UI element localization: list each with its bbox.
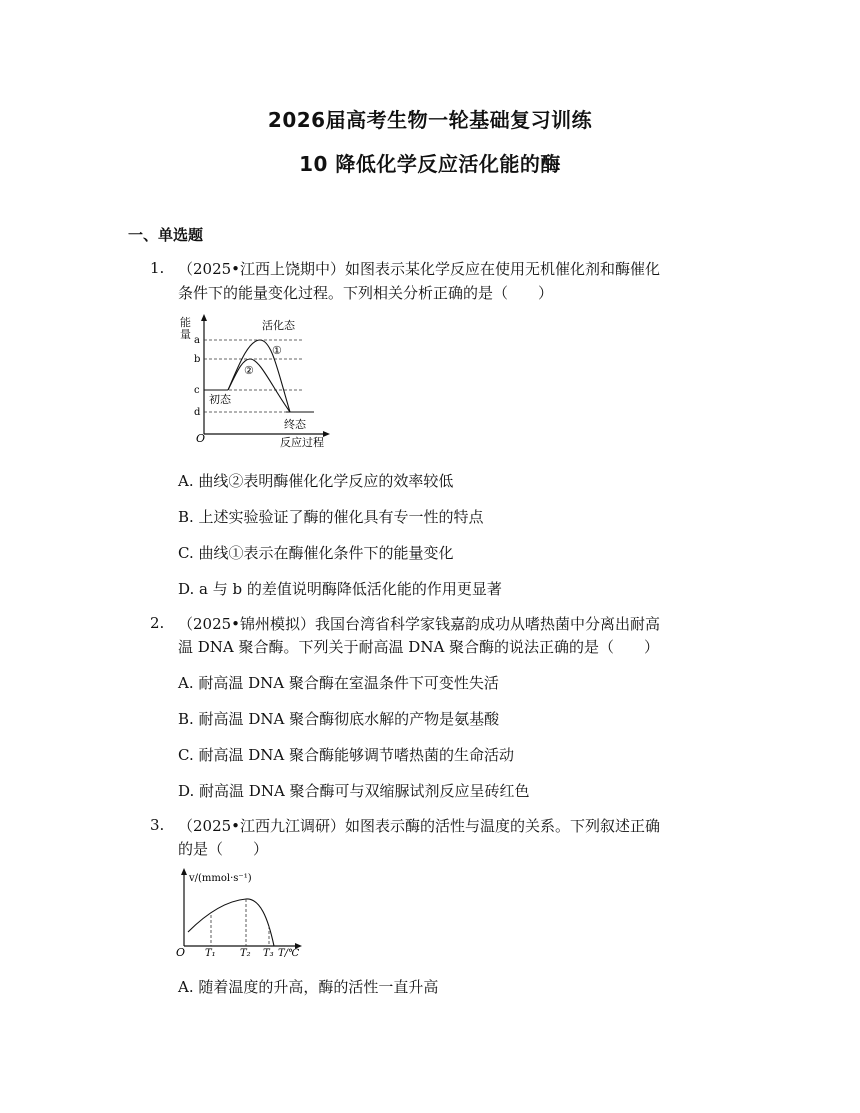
- question-stem-line: 温 DNA 聚合酶。下列关于耐高温 DNA 聚合酶的说法正确的是（ ）: [178, 638, 660, 656]
- x-axis-label: 反应过程: [280, 436, 324, 449]
- page-title: 2026届高考生物一轮基础复习训练: [267, 108, 593, 132]
- option-b[interactable]: B. 上述实验验证了酶的催化具有专一性的特点: [178, 508, 484, 526]
- option-a[interactable]: A. 随着温度的升高，酶的活性一直升高: [178, 978, 439, 996]
- activity-curve: [188, 899, 274, 946]
- question-stem-line: （2025•江西九江调研）如图表示酶的活性与温度的关系。下列叙述正确: [178, 817, 661, 835]
- level-b-label: b: [194, 354, 201, 365]
- curve-2: [228, 359, 290, 412]
- option-c[interactable]: C. 耐高温 DNA 聚合酶能够调节嗜热菌的生命活动: [178, 746, 515, 764]
- x-axis-label: T/℃: [278, 948, 300, 959]
- activated-state-label: 活化态: [262, 319, 295, 332]
- origin-label: O: [196, 432, 206, 445]
- level-a-label: a: [194, 335, 200, 346]
- question-stem-line: （2025•江西上饶期中）如图表示某化学反应在使用无机催化剂和酶催化: [178, 260, 661, 278]
- option-d[interactable]: D. a 与 b 的差值说明酶降低活化能的作用更显著: [178, 580, 502, 598]
- y-axis-label: [180, 315, 191, 341]
- final-state-label: 终态: [284, 418, 306, 431]
- activity-temperature-graph: [174, 866, 304, 960]
- curve-2-label: ②: [244, 364, 254, 377]
- question-number: 2.: [150, 614, 165, 632]
- question-stem-line: （2025•锦州模拟）我国台湾省科学家钱嘉韵成功从嗜热菌中分离出耐高: [178, 615, 661, 633]
- section-title: 一、单选题: [128, 226, 204, 244]
- energy-diagram: [176, 312, 336, 454]
- t3-label: T₃: [263, 948, 274, 959]
- t1-label: T₁: [205, 948, 216, 959]
- option-a[interactable]: A. 曲线②表明酶催化化学反应的效率较低: [178, 472, 454, 490]
- y-axis-label-char: 量: [180, 328, 191, 341]
- option-a[interactable]: A. 耐高温 DNA 聚合酶在室温条件下可变性失活: [178, 674, 499, 692]
- page-subtitle: 10 降低化学反应活化能的酶: [299, 152, 561, 176]
- t2-label: T₂: [240, 948, 251, 959]
- y-axis-label-char: 能: [180, 316, 191, 329]
- curve-1-label: ①: [272, 344, 282, 357]
- question-number: 3.: [150, 816, 165, 834]
- option-c[interactable]: C. 曲线①表示在酶催化条件下的能量变化: [178, 544, 454, 562]
- question-number: 1.: [150, 259, 165, 277]
- initial-state-label: 初态: [209, 393, 231, 406]
- option-d[interactable]: D. 耐高温 DNA 聚合酶可与双缩脲试剂反应呈砖红色: [178, 782, 530, 800]
- level-d-label: d: [194, 407, 201, 418]
- option-b[interactable]: B. 耐高温 DNA 聚合酶彻底水解的产物是氨基酸: [178, 710, 500, 728]
- question-stem-line: 条件下的能量变化过程。下列相关分析正确的是（ ）: [178, 284, 554, 302]
- y-axis-label: v/(mmol·s⁻¹): [189, 873, 252, 884]
- level-c-label: c: [194, 385, 200, 396]
- origin-label: O: [176, 946, 186, 959]
- question-stem-line: 的是（ ）: [178, 840, 269, 858]
